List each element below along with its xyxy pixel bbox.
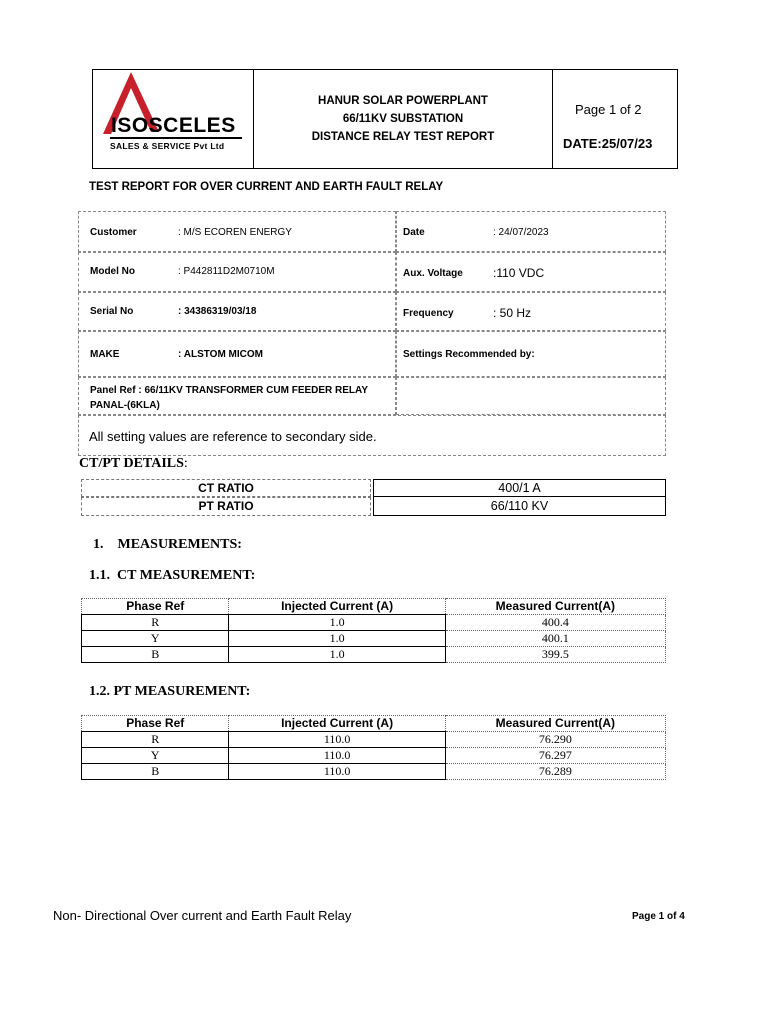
page-number: Page 1 of 2 [575,102,642,117]
panel-ref-line-1: Panel Ref : 66/11KV TRANSFORMER CUM FEEDER RELAY [90,385,369,396]
date-value: : 24/07/2023 [493,227,549,238]
phase-cell: R [82,615,229,631]
column-header-phase: Phase Ref [82,716,229,732]
column-header-measured: Measured Current(A) [445,599,665,615]
table-row [82,764,666,780]
injected-cell: 1.0 [229,647,445,663]
column-header-phase: Phase Ref [82,599,229,615]
column-header-injected: Injected Current (A) [229,716,445,732]
ct-measurement-table [81,598,666,663]
measured-cell: 400.4 [445,615,665,631]
table-row [82,615,666,631]
measured-cell: 76.289 [445,764,665,780]
customer-label: Customer [90,227,137,238]
footer-page-number: Page 1 of 4 [632,911,685,922]
ct-ratio-value: 400/1 A [498,481,541,495]
phase-cell: B [82,764,229,780]
pt-measurement-table [81,715,666,780]
make-value: : ALSTOM MICOM [178,349,263,360]
frequency-cell [396,292,666,331]
model-cell [78,252,396,292]
frequency-value: : 50 Hz [493,306,532,320]
info-table [78,211,666,456]
model-value: : P442811D2M0710M [178,266,275,277]
column-header-measured: Measured Current(A) [445,716,665,732]
logo-divider [110,137,242,139]
table-row [82,631,666,647]
make-cell [78,331,396,377]
pt-table-header-row [82,716,666,732]
ct-ratio-label: CT RATIO [198,481,254,495]
date-label: Date [403,227,425,238]
injected-cell: 1.0 [229,615,445,631]
panel-ref-cell [78,377,396,415]
frequency-label: Frequency [403,308,454,319]
title-line-3: DISTANCE RELAY TEST REPORT [311,131,495,143]
serial-cell [78,292,396,331]
report-date: DATE:25/07/23 [563,136,653,151]
company-logo [93,70,254,168]
injected-cell: 110.0 [229,748,445,764]
title-line-1: HANUR SOLAR POWERPLANT [318,95,488,107]
measured-cell: 400.1 [445,631,665,647]
ct-measurement-heading: 1.1. CT MEASUREMENT: [89,568,256,583]
phase-cell: R [82,732,229,748]
measured-cell: 76.290 [445,732,665,748]
date-cell [396,211,666,252]
table-row [82,732,666,748]
logo-subtitle: SALES & SERVICE Pvt Ltd [110,141,225,151]
report-title: TEST REPORT FOR OVER CURRENT AND EARTH FAULT RELAY [89,181,444,193]
phase-cell: Y [82,748,229,764]
note-cell [78,415,666,456]
settings-cell [396,331,666,377]
make-label: MAKE [90,349,120,360]
phase-cell: B [82,647,229,663]
footer-left-text: Non- Directional Over current and Earth Fault Relay [53,908,352,923]
aux-voltage-label: Aux. Voltage [403,268,463,279]
injected-cell: 1.0 [229,631,445,647]
pt-ratio-label: PT RATIO [198,499,254,513]
ctpt-heading [79,456,188,472]
page-info-block [553,70,677,168]
pt-measurement-heading: 1.2. PT MEASUREMENT: [89,684,251,699]
model-label: Model No [90,266,135,277]
column-header-injected: Injected Current (A) [229,599,445,615]
title-line-2: 66/11KV SUBSTATION [342,113,464,125]
serial-label: Serial No [90,306,134,317]
aux-voltage-cell [396,252,666,292]
ctpt-table [81,479,666,516]
ct-table-header-row [82,599,666,615]
serial-value: : 34386319/03/18 [178,306,257,317]
secondary-side-note: All setting values are reference to secondary side. [89,429,377,444]
settings-label: Settings Recommended by: [403,349,535,360]
measurements-heading: 1. MEASUREMENTS: [93,537,242,552]
table-row [82,647,666,663]
report-header [92,69,678,169]
pt-ratio-value: 66/110 KV [490,499,549,513]
customer-cell [78,211,396,252]
injected-cell: 110.0 [229,732,445,748]
phase-cell: Y [82,631,229,647]
aux-voltage-value: :110 VDC [493,266,545,280]
ctpt-heading-text: CT/PT DETAILS [79,456,184,471]
customer-value: : M/S ECOREN ENERGY [178,227,292,238]
measured-cell: 399.5 [445,647,665,663]
panel-ref-line-2: PANAL-(6KLA) [90,400,160,411]
panel-ref-empty-cell [396,377,666,415]
injected-cell: 110.0 [229,764,445,780]
table-row [82,748,666,764]
logo-name: ISOSCELES [111,114,236,137]
report-title-block [254,70,553,168]
ctpt-heading-colon: : [183,456,188,471]
measured-cell: 76.297 [445,748,665,764]
